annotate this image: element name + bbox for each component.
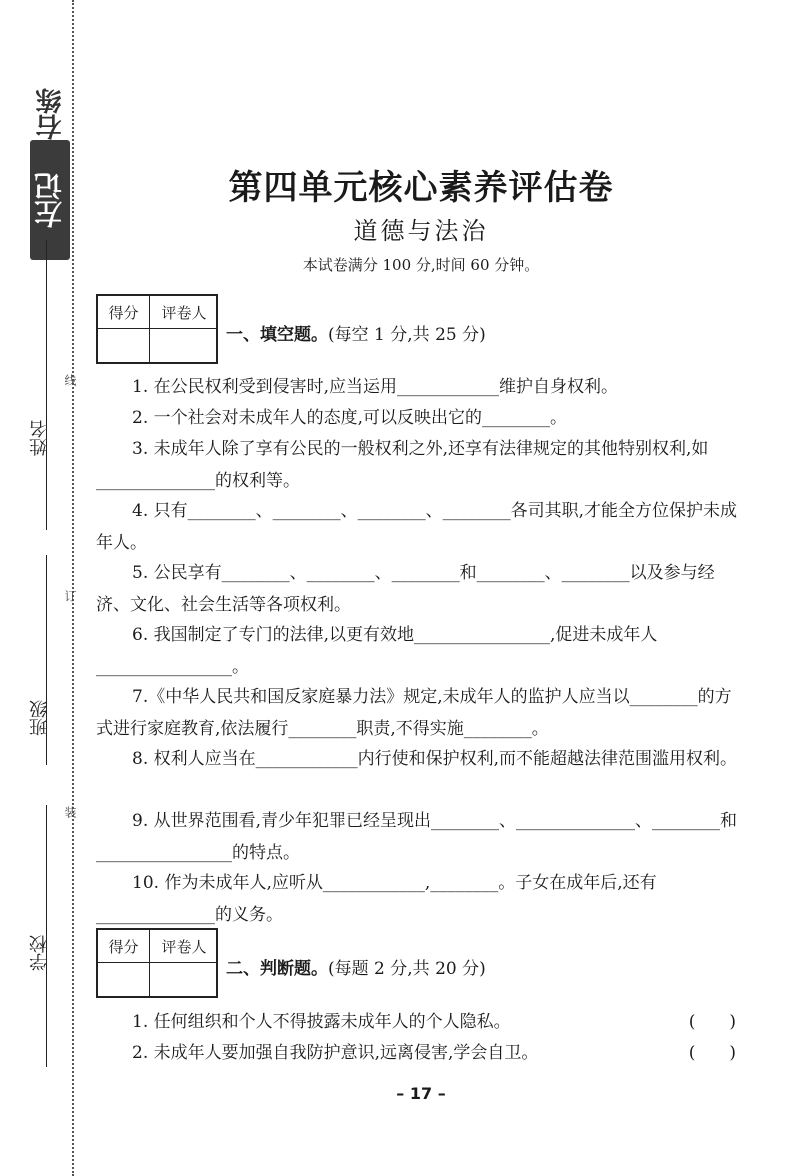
judge-question-text: 2. 未成年人要加强自我防护意识,远离侵害,学会自卫。 [132, 1043, 539, 1063]
cut-mark-bind: 订 [63, 590, 77, 602]
section1-detail: (每空 1 分,共 25 分) [328, 325, 486, 345]
cut-mark-line: 线 [63, 374, 77, 386]
fill-question-2: 2. 一个社会对未成年人的态度,可以反映出它的________。 [132, 408, 568, 428]
judge-question-1 [96, 1008, 742, 1036]
score-cell [98, 963, 150, 996]
score-label: 得分 [98, 930, 150, 963]
section1-title: 一、填空题。 [226, 325, 328, 345]
score-label: 得分 [98, 296, 150, 329]
fill-question-9: 9. 从世界范围看,青少年犯罪已经呈现出________、______________、________和________________的特点。 [96, 811, 738, 863]
name-label: 姓名 [29, 420, 50, 456]
fill-question-5: 5. 公民享有________、________、________和________、________以及参与经济、文化、社会生活等各项权利。 [96, 563, 715, 615]
grader-label: 评卷人 [150, 296, 218, 329]
answer-paren: ( ) [688, 1043, 736, 1063]
page-subtitle: 道德与法治 [353, 217, 489, 245]
school-field [20, 935, 60, 971]
fill-question-6: 6. 我国制定了专门的法律,以更有效地________________,促进未成年人________________。 [96, 625, 658, 677]
name-field [20, 420, 60, 456]
name-line [46, 240, 47, 530]
fill-question-10: 10. 作为未成年人,应听从____________,________。子女在成年后,还有______________的义务。 [96, 873, 657, 925]
class-label: 班级 [29, 700, 50, 736]
answer-paren: ( ) [688, 1012, 736, 1032]
score-cell [98, 329, 150, 362]
section2-detail: (每题 2 分,共 20 分) [328, 959, 486, 979]
binding-dotted-line [72, 0, 74, 1176]
class-field [20, 700, 60, 736]
fill-question-1: 1. 在公民权利受到侵害时,应当运用____________维护自身权利。 [132, 377, 619, 397]
judge-question-text: 1. 任何组织和个人不得披露未成年人的个人隐私。 [132, 1012, 511, 1032]
brand-logo [30, 88, 70, 260]
section2-title: 二、判断题。 [226, 959, 328, 979]
fill-question-8: 8. 权利人应当在____________内行使和保护权利,而不能超越法律范围滥用权利。 [132, 749, 738, 769]
score-box-section1 [96, 294, 218, 364]
brand-text: 右练 [35, 88, 66, 140]
exam-note: 本试卷满分 100 分,时间 60 分钟。 [302, 256, 540, 274]
section2-heading [226, 954, 486, 979]
section1-heading [226, 320, 486, 345]
grader-cell [150, 963, 218, 996]
brand-box: 左记 [30, 140, 70, 260]
score-box-section2 [96, 928, 218, 998]
cut-mark-staple: 装 [63, 806, 77, 818]
school-label: 学校 [29, 935, 50, 971]
fill-question-4: 4. 只有________、________、________、________各司其职,才能全方位保护未成年人。 [96, 501, 738, 553]
page-number: – 17 – [396, 1084, 446, 1103]
page-title: 第四单元核心素养评估卷 [228, 168, 614, 208]
fill-question-3: 3. 未成年人除了享有公民的一般权利之外,还享有法律规定的其他特别权利,如______________的权利等。 [96, 439, 709, 491]
grader-cell [150, 329, 218, 362]
judge-question-2 [96, 1039, 742, 1067]
grader-label: 评卷人 [150, 930, 218, 963]
fill-question-7: 7.《中华人民共和国反家庭暴力法》规定,未成年人的监护人应当以________的方式进行家庭教育,依法履行________职责,不得实施________。 [96, 687, 732, 739]
